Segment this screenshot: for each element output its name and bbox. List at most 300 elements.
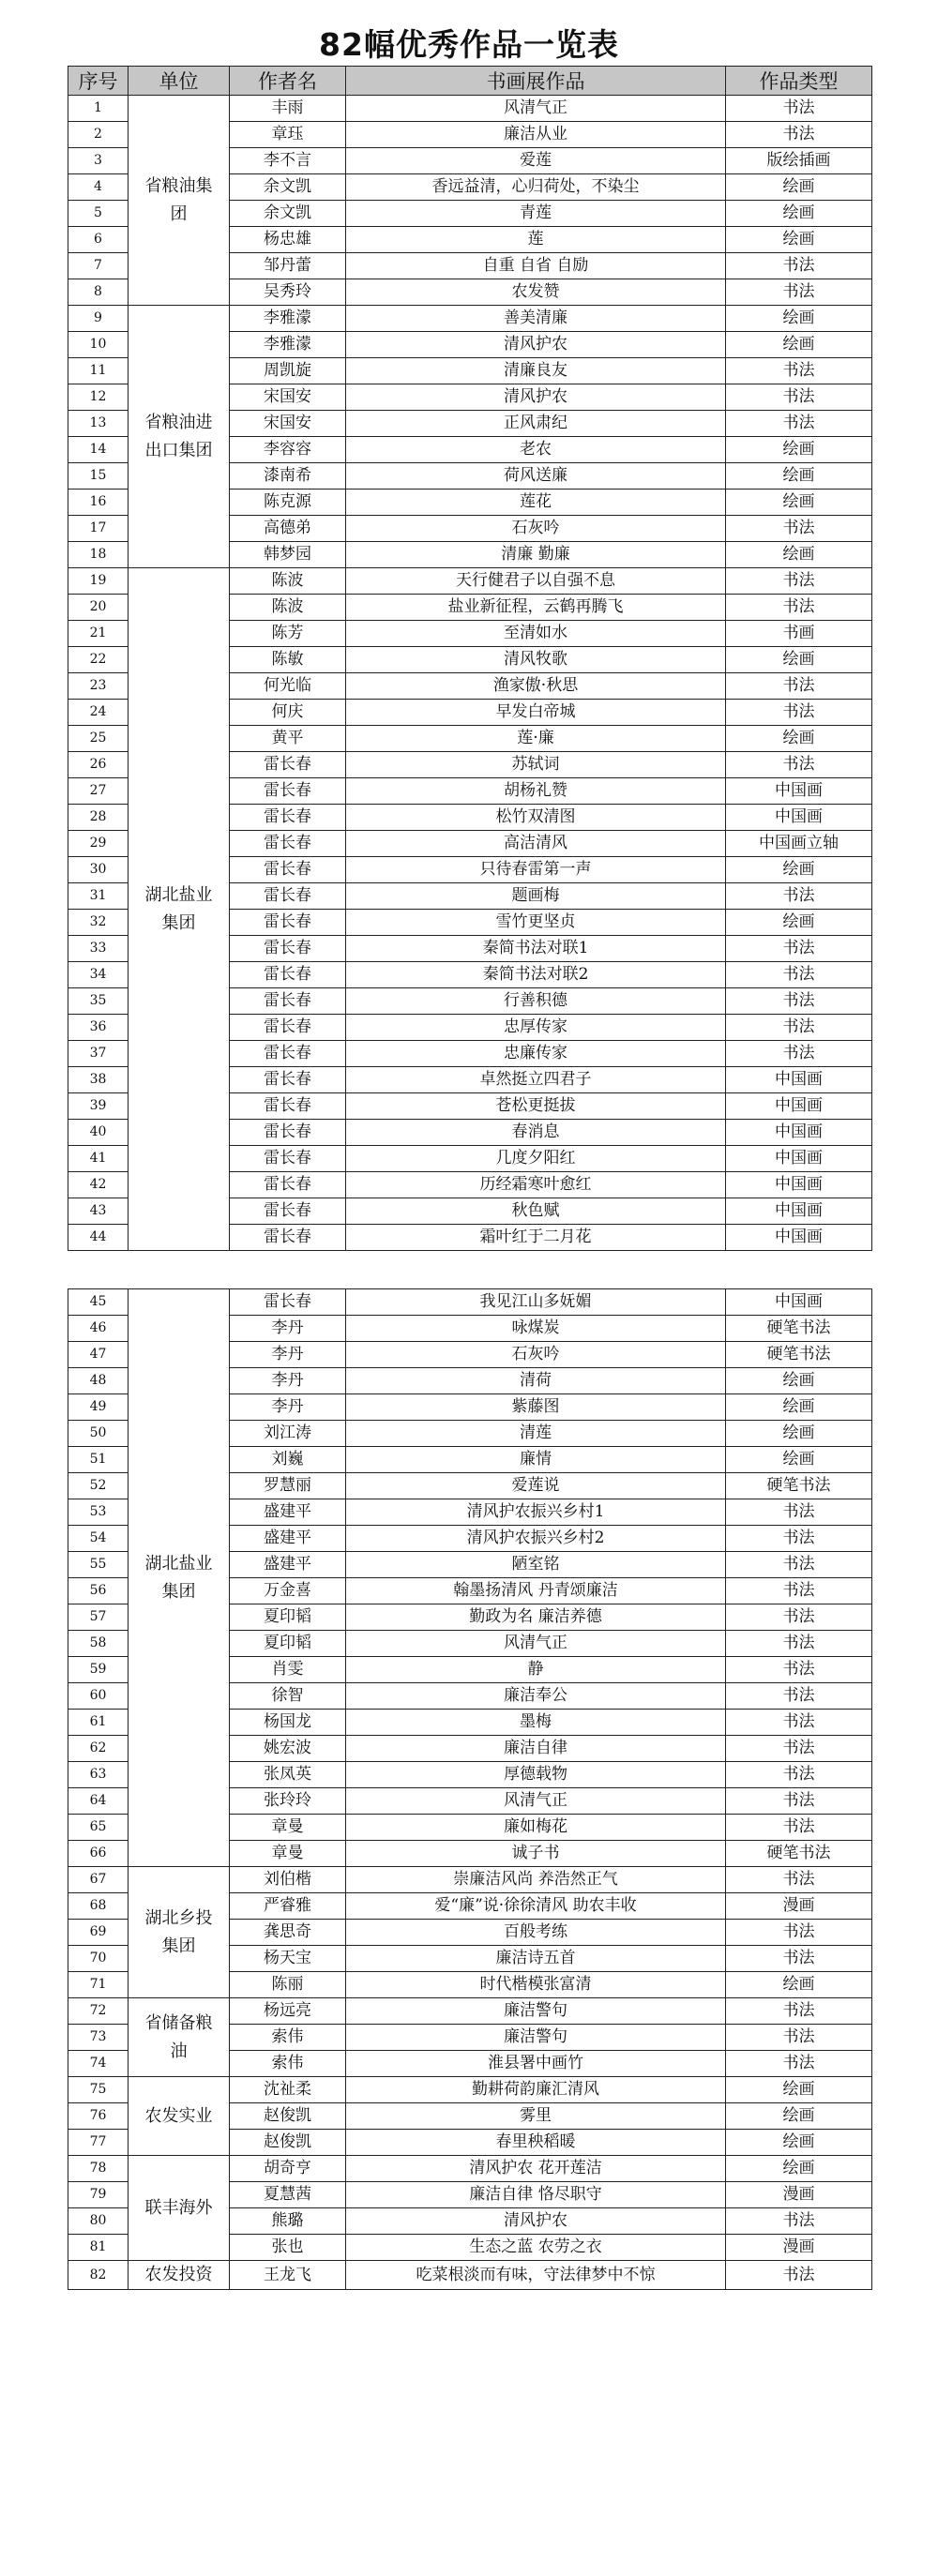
row-number: 35 bbox=[68, 988, 129, 1015]
row-number: 5 bbox=[68, 201, 129, 227]
row-number: 21 bbox=[68, 621, 129, 647]
work-type-cell: 书法 bbox=[726, 1683, 872, 1710]
work-title-cell: 清风护农 bbox=[346, 384, 726, 411]
row-number: 11 bbox=[68, 358, 129, 384]
work-title-cell: 香远益清，心归荷处，不染尘 bbox=[346, 174, 726, 201]
work-title-cell: 高洁清风 bbox=[346, 831, 726, 857]
row-number: 41 bbox=[68, 1146, 129, 1172]
work-type-cell: 绘画 bbox=[726, 542, 872, 568]
unit-cell: 省粮油集团 bbox=[129, 96, 230, 306]
row-number: 27 bbox=[68, 778, 129, 805]
row-number: 55 bbox=[68, 1552, 129, 1578]
work-title-cell: 莲·廉 bbox=[346, 726, 726, 752]
table-row bbox=[68, 2261, 872, 2290]
work-title-cell: 清风护农 花开莲洁 bbox=[346, 2156, 726, 2182]
works-table-part-1 bbox=[68, 66, 872, 1251]
author-cell: 雷长春 bbox=[230, 1067, 346, 1093]
work-type-cell: 书法 bbox=[726, 988, 872, 1015]
author-cell: 章曼 bbox=[230, 1815, 346, 1841]
row-number: 45 bbox=[68, 1289, 129, 1316]
work-type-cell: 中国画 bbox=[726, 1067, 872, 1093]
row-number: 8 bbox=[68, 279, 129, 306]
work-title-cell: 善美清廉 bbox=[346, 306, 726, 332]
author-cell: 雷长春 bbox=[230, 1172, 346, 1198]
work-type-cell: 书法 bbox=[726, 883, 872, 910]
work-type-cell: 漫画 bbox=[726, 2235, 872, 2261]
row-number: 47 bbox=[68, 1342, 129, 1368]
author-cell: 夏印韬 bbox=[230, 1631, 346, 1657]
row-number: 60 bbox=[68, 1683, 129, 1710]
work-title-cell: 苍松更挺拔 bbox=[346, 1093, 726, 1120]
unit-cell: 湖北盐业集团 bbox=[129, 568, 230, 1251]
work-type-cell: 书法 bbox=[726, 1710, 872, 1736]
work-title-cell: 卓然挺立四君子 bbox=[346, 1067, 726, 1093]
author-cell: 韩梦园 bbox=[230, 542, 346, 568]
row-number: 61 bbox=[68, 1710, 129, 1736]
work-type-cell: 书法 bbox=[726, 2208, 872, 2235]
work-type-cell: 书法 bbox=[726, 1946, 872, 1972]
author-cell: 雷长春 bbox=[230, 1041, 346, 1067]
work-title-cell: 陋室铭 bbox=[346, 1552, 726, 1578]
author-cell: 胡奇亨 bbox=[230, 2156, 346, 2182]
table-row bbox=[68, 2156, 872, 2182]
author-cell: 姚宏波 bbox=[230, 1736, 346, 1762]
work-title-cell: 爱莲 bbox=[346, 148, 726, 174]
author-cell: 李丹 bbox=[230, 1394, 346, 1421]
work-type-cell: 书法 bbox=[726, 1762, 872, 1788]
work-type-cell: 绘画 bbox=[726, 2130, 872, 2156]
work-title-cell: 青莲 bbox=[346, 201, 726, 227]
work-title-cell: 廉洁自律 bbox=[346, 1736, 726, 1762]
work-title-cell: 廉洁奉公 bbox=[346, 1683, 726, 1710]
row-number: 44 bbox=[68, 1225, 129, 1251]
row-number: 72 bbox=[68, 1998, 129, 2025]
work-type-cell: 书法 bbox=[726, 122, 872, 148]
row-number: 71 bbox=[68, 1972, 129, 1998]
work-type-cell: 绘画 bbox=[726, 490, 872, 516]
author-cell: 万金喜 bbox=[230, 1578, 346, 1604]
work-title-cell: 廉情 bbox=[346, 1447, 726, 1473]
work-type-cell: 绘画 bbox=[726, 437, 872, 463]
work-title-cell: 翰墨扬清风 丹青颂廉洁 bbox=[346, 1578, 726, 1604]
author-cell: 刘江涛 bbox=[230, 1421, 346, 1447]
author-cell: 徐智 bbox=[230, 1683, 346, 1710]
work-type-cell: 绘画 bbox=[726, 463, 872, 490]
row-number: 76 bbox=[68, 2103, 129, 2130]
work-type-cell: 书法 bbox=[726, 1631, 872, 1657]
row-number: 54 bbox=[68, 1526, 129, 1552]
row-number: 31 bbox=[68, 883, 129, 910]
author-cell: 雷长春 bbox=[230, 1146, 346, 1172]
work-title-cell: 静 bbox=[346, 1657, 726, 1683]
work-title-cell: 时代楷模张富清 bbox=[346, 1972, 726, 1998]
row-number: 29 bbox=[68, 831, 129, 857]
author-cell: 雷长春 bbox=[230, 936, 346, 962]
row-number: 58 bbox=[68, 1631, 129, 1657]
work-type-cell: 中国画立轴 bbox=[726, 831, 872, 857]
header-unit: 单位 bbox=[129, 67, 230, 96]
work-type-cell: 书法 bbox=[726, 2051, 872, 2077]
work-title-cell: 老农 bbox=[346, 437, 726, 463]
row-number: 38 bbox=[68, 1067, 129, 1093]
header-no: 序号 bbox=[68, 67, 129, 96]
row-number: 17 bbox=[68, 516, 129, 542]
author-cell: 雷长春 bbox=[230, 1225, 346, 1251]
row-number: 51 bbox=[68, 1447, 129, 1473]
author-cell: 张凤英 bbox=[230, 1762, 346, 1788]
work-title-cell: 秦简书法对联1 bbox=[346, 936, 726, 962]
author-cell: 龚思奇 bbox=[230, 1920, 346, 1946]
work-type-cell: 中国画 bbox=[726, 1225, 872, 1251]
row-number: 78 bbox=[68, 2156, 129, 2182]
work-type-cell: 书法 bbox=[726, 568, 872, 595]
row-number: 24 bbox=[68, 700, 129, 726]
work-title-cell: 松竹双清图 bbox=[346, 805, 726, 831]
author-cell: 何庆 bbox=[230, 700, 346, 726]
row-number: 7 bbox=[68, 253, 129, 279]
row-number: 77 bbox=[68, 2130, 129, 2156]
work-type-cell: 中国画 bbox=[726, 1289, 872, 1316]
row-number: 64 bbox=[68, 1788, 129, 1815]
work-type-cell: 书法 bbox=[726, 1604, 872, 1631]
table-row bbox=[68, 2077, 872, 2103]
table-row bbox=[68, 1867, 872, 1893]
author-cell: 罗慧丽 bbox=[230, 1473, 346, 1499]
work-type-cell: 绘画 bbox=[726, 306, 872, 332]
work-type-cell: 版绘插画 bbox=[726, 148, 872, 174]
work-title-cell: 荷风送廉 bbox=[346, 463, 726, 490]
work-type-cell: 书法 bbox=[726, 752, 872, 778]
unit-cell: 湖北乡投集团 bbox=[129, 1867, 230, 1998]
work-title-cell: 我见江山多妩媚 bbox=[346, 1289, 726, 1316]
work-title-cell: 自重 自省 自励 bbox=[346, 253, 726, 279]
work-type-cell: 书法 bbox=[726, 1998, 872, 2025]
author-cell: 陈克源 bbox=[230, 490, 346, 516]
work-title-cell: 吃菜根淡而有味，守法律梦中不惊 bbox=[346, 2261, 726, 2290]
work-title-cell: 正风肃纪 bbox=[346, 411, 726, 437]
work-title-cell: 淮县署中画竹 bbox=[346, 2051, 726, 2077]
work-type-cell: 绘画 bbox=[726, 2156, 872, 2182]
work-title-cell: 百般考练 bbox=[346, 1920, 726, 1946]
author-cell: 章曼 bbox=[230, 1841, 346, 1867]
author-cell: 漆南希 bbox=[230, 463, 346, 490]
author-cell: 雷长春 bbox=[230, 988, 346, 1015]
row-number: 26 bbox=[68, 752, 129, 778]
work-title-cell: 苏轼词 bbox=[346, 752, 726, 778]
work-title-cell: 清莲 bbox=[346, 1421, 726, 1447]
author-cell: 夏慧茜 bbox=[230, 2182, 346, 2208]
work-title-cell: 廉洁自律 恪尽职守 bbox=[346, 2182, 726, 2208]
row-number: 23 bbox=[68, 673, 129, 700]
row-number: 82 bbox=[68, 2261, 129, 2290]
work-title-cell: 紫藤图 bbox=[346, 1394, 726, 1421]
work-title-cell: 霜叶红于二月花 bbox=[346, 1225, 726, 1251]
row-number: 70 bbox=[68, 1946, 129, 1972]
work-title-cell: 咏煤炭 bbox=[346, 1316, 726, 1342]
work-type-cell: 中国画 bbox=[726, 1172, 872, 1198]
unit-cell: 省储备粮油 bbox=[129, 1998, 230, 2077]
work-type-cell: 书法 bbox=[726, 516, 872, 542]
row-number: 33 bbox=[68, 936, 129, 962]
work-type-cell: 书法 bbox=[726, 279, 872, 306]
work-title-cell: 忠廉传家 bbox=[346, 1041, 726, 1067]
work-type-cell: 书法 bbox=[726, 358, 872, 384]
row-number: 15 bbox=[68, 463, 129, 490]
work-title-cell: 题画梅 bbox=[346, 883, 726, 910]
row-number: 3 bbox=[68, 148, 129, 174]
row-number: 28 bbox=[68, 805, 129, 831]
work-title-cell: 清廉 勤廉 bbox=[346, 542, 726, 568]
row-number: 4 bbox=[68, 174, 129, 201]
work-title-cell: 廉洁警句 bbox=[346, 2025, 726, 2051]
work-title-cell: 风清气正 bbox=[346, 96, 726, 122]
row-number: 50 bbox=[68, 1421, 129, 1447]
work-type-cell: 硬笔书法 bbox=[726, 1841, 872, 1867]
row-number: 75 bbox=[68, 2077, 129, 2103]
work-type-cell: 书法 bbox=[726, 1578, 872, 1604]
work-title-cell: 廉如梅花 bbox=[346, 1815, 726, 1841]
author-cell: 索伟 bbox=[230, 2025, 346, 2051]
work-type-cell: 书法 bbox=[726, 1736, 872, 1762]
author-cell: 雷长春 bbox=[230, 910, 346, 936]
work-type-cell: 绘画 bbox=[726, 174, 872, 201]
work-title-cell: 清荷 bbox=[346, 1368, 726, 1394]
row-number: 2 bbox=[68, 122, 129, 148]
work-title-cell: 廉洁从业 bbox=[346, 122, 726, 148]
author-cell: 丰雨 bbox=[230, 96, 346, 122]
row-number: 16 bbox=[68, 490, 129, 516]
work-title-cell: 廉洁警句 bbox=[346, 1998, 726, 2025]
author-cell: 盛建平 bbox=[230, 1499, 346, 1526]
work-title-cell: 忠厚传家 bbox=[346, 1015, 726, 1041]
author-cell: 雷长春 bbox=[230, 1289, 346, 1316]
work-type-cell: 绘画 bbox=[726, 1447, 872, 1473]
row-number: 13 bbox=[68, 411, 129, 437]
row-number: 22 bbox=[68, 647, 129, 673]
work-title-cell: 爱“廉”说·徐徐清风 助农丰收 bbox=[346, 1893, 726, 1920]
author-cell: 沈祉柔 bbox=[230, 2077, 346, 2103]
work-title-cell: 几度夕阳红 bbox=[346, 1146, 726, 1172]
author-cell: 余文凯 bbox=[230, 174, 346, 201]
work-type-cell: 绘画 bbox=[726, 910, 872, 936]
unit-cell: 省粮油进出口集团 bbox=[129, 306, 230, 568]
work-type-cell: 书法 bbox=[726, 936, 872, 962]
work-type-cell: 书法 bbox=[726, 2025, 872, 2051]
row-number: 43 bbox=[68, 1198, 129, 1225]
work-title-cell: 廉洁诗五首 bbox=[346, 1946, 726, 1972]
author-cell: 雷长春 bbox=[230, 857, 346, 883]
work-type-cell: 绘画 bbox=[726, 1394, 872, 1421]
row-number: 25 bbox=[68, 726, 129, 752]
work-title-cell: 雾里 bbox=[346, 2103, 726, 2130]
row-number: 69 bbox=[68, 1920, 129, 1946]
work-type-cell: 书法 bbox=[726, 1015, 872, 1041]
table-row bbox=[68, 1998, 872, 2025]
work-title-cell: 勤政为名 廉洁养德 bbox=[346, 1604, 726, 1631]
work-title-cell: 天行健君子以自强不息 bbox=[346, 568, 726, 595]
work-type-cell: 绘画 bbox=[726, 1368, 872, 1394]
work-title-cell: 清廉良友 bbox=[346, 358, 726, 384]
work-title-cell: 石灰吟 bbox=[346, 1342, 726, 1368]
author-cell: 王龙飞 bbox=[230, 2261, 346, 2290]
work-title-cell: 风清气正 bbox=[346, 1788, 726, 1815]
work-title-cell: 清风护农 bbox=[346, 2208, 726, 2235]
work-title-cell: 爱莲说 bbox=[346, 1473, 726, 1499]
author-cell: 高德弟 bbox=[230, 516, 346, 542]
work-title-cell: 农发赞 bbox=[346, 279, 726, 306]
author-cell: 李雅濛 bbox=[230, 306, 346, 332]
work-title-cell: 莲花 bbox=[346, 490, 726, 516]
author-cell: 陈丽 bbox=[230, 1972, 346, 1998]
author-cell: 周凯旋 bbox=[230, 358, 346, 384]
work-type-cell: 书法 bbox=[726, 96, 872, 122]
author-cell: 李雅濛 bbox=[230, 332, 346, 358]
work-type-cell: 书法 bbox=[726, 1788, 872, 1815]
work-type-cell: 绘画 bbox=[726, 201, 872, 227]
work-title-cell: 清风护农 bbox=[346, 332, 726, 358]
author-cell: 陈波 bbox=[230, 595, 346, 621]
work-type-cell: 绘画 bbox=[726, 332, 872, 358]
work-title-cell: 诚子书 bbox=[346, 1841, 726, 1867]
work-title-cell: 风清气正 bbox=[346, 1631, 726, 1657]
header-author: 作者名 bbox=[230, 67, 346, 96]
work-title-cell: 厚德载物 bbox=[346, 1762, 726, 1788]
author-cell: 雷长春 bbox=[230, 962, 346, 988]
author-cell: 索伟 bbox=[230, 2051, 346, 2077]
work-type-cell: 中国画 bbox=[726, 1198, 872, 1225]
author-cell: 雷长春 bbox=[230, 1120, 346, 1146]
work-title-cell: 秦简书法对联2 bbox=[346, 962, 726, 988]
row-number: 42 bbox=[68, 1172, 129, 1198]
row-number: 39 bbox=[68, 1093, 129, 1120]
work-type-cell: 绘画 bbox=[726, 1972, 872, 1998]
row-number: 1 bbox=[68, 96, 129, 122]
author-cell: 杨天宝 bbox=[230, 1946, 346, 1972]
table-row bbox=[68, 96, 872, 122]
author-cell: 刘巍 bbox=[230, 1447, 346, 1473]
work-type-cell: 绘画 bbox=[726, 2077, 872, 2103]
work-type-cell: 硬笔书法 bbox=[726, 1473, 872, 1499]
author-cell: 赵俊凯 bbox=[230, 2130, 346, 2156]
work-title-cell: 秋色赋 bbox=[346, 1198, 726, 1225]
author-cell: 黄平 bbox=[230, 726, 346, 752]
work-type-cell: 漫画 bbox=[726, 1893, 872, 1920]
author-cell: 熊璐 bbox=[230, 2208, 346, 2235]
work-type-cell: 漫画 bbox=[726, 2182, 872, 2208]
unit-cell: 联丰海外 bbox=[129, 2156, 230, 2261]
unit-cell: 农发实业 bbox=[129, 2077, 230, 2156]
work-type-cell: 书法 bbox=[726, 1041, 872, 1067]
row-number: 65 bbox=[68, 1815, 129, 1841]
row-number: 36 bbox=[68, 1015, 129, 1041]
work-title-cell: 清风护农振兴乡村1 bbox=[346, 1499, 726, 1526]
author-cell: 雷长春 bbox=[230, 1198, 346, 1225]
author-cell: 雷长春 bbox=[230, 752, 346, 778]
row-number: 49 bbox=[68, 1394, 129, 1421]
work-title-cell: 石灰吟 bbox=[346, 516, 726, 542]
work-type-cell: 书法 bbox=[726, 673, 872, 700]
table-header-row bbox=[68, 67, 872, 96]
row-number: 12 bbox=[68, 384, 129, 411]
row-number: 19 bbox=[68, 568, 129, 595]
author-cell: 李容容 bbox=[230, 437, 346, 463]
table-row bbox=[68, 306, 872, 332]
work-title-cell: 崇廉洁风尚 养浩然正气 bbox=[346, 1867, 726, 1893]
author-cell: 杨忠雄 bbox=[230, 227, 346, 253]
work-title-cell: 清风牧歌 bbox=[346, 647, 726, 673]
work-title-cell: 勤耕荷韵廉汇清风 bbox=[346, 2077, 726, 2103]
row-number: 18 bbox=[68, 542, 129, 568]
author-cell: 吴秀玲 bbox=[230, 279, 346, 306]
work-type-cell: 绘画 bbox=[726, 2103, 872, 2130]
author-cell: 何光临 bbox=[230, 673, 346, 700]
row-number: 67 bbox=[68, 1867, 129, 1893]
work-title-cell: 墨梅 bbox=[346, 1710, 726, 1736]
author-cell: 陈波 bbox=[230, 568, 346, 595]
row-number: 79 bbox=[68, 2182, 129, 2208]
author-cell: 陈敏 bbox=[230, 647, 346, 673]
work-type-cell: 书法 bbox=[726, 2261, 872, 2290]
author-cell: 李丹 bbox=[230, 1316, 346, 1342]
work-type-cell: 书法 bbox=[726, 411, 872, 437]
author-cell: 张玲玲 bbox=[230, 1788, 346, 1815]
work-type-cell: 中国画 bbox=[726, 1146, 872, 1172]
row-number: 32 bbox=[68, 910, 129, 936]
author-cell: 陈芳 bbox=[230, 621, 346, 647]
work-title-cell: 莲 bbox=[346, 227, 726, 253]
row-number: 52 bbox=[68, 1473, 129, 1499]
work-title-cell: 生态之蓝 农劳之衣 bbox=[346, 2235, 726, 2261]
work-title-cell: 春消息 bbox=[346, 1120, 726, 1146]
header-work: 书画展作品 bbox=[346, 67, 726, 96]
work-type-cell: 绘画 bbox=[726, 726, 872, 752]
author-cell: 盛建平 bbox=[230, 1526, 346, 1552]
work-title-cell: 清风护农振兴乡村2 bbox=[346, 1526, 726, 1552]
row-number: 46 bbox=[68, 1316, 129, 1342]
work-type-cell: 书法 bbox=[726, 700, 872, 726]
work-type-cell: 书法 bbox=[726, 1920, 872, 1946]
row-number: 74 bbox=[68, 2051, 129, 2077]
author-cell: 雷长春 bbox=[230, 778, 346, 805]
work-title-cell: 早发白帝城 bbox=[346, 700, 726, 726]
row-number: 6 bbox=[68, 227, 129, 253]
row-number: 34 bbox=[68, 962, 129, 988]
work-title-cell: 渔家傲·秋思 bbox=[346, 673, 726, 700]
author-cell: 肖雯 bbox=[230, 1657, 346, 1683]
work-title-cell: 只待春雷第一声 bbox=[346, 857, 726, 883]
work-title-cell: 行善积德 bbox=[346, 988, 726, 1015]
work-type-cell: 绘画 bbox=[726, 857, 872, 883]
author-cell: 刘伯楷 bbox=[230, 1867, 346, 1893]
unit-cell: 湖北盐业集团 bbox=[129, 1289, 230, 1867]
row-number: 59 bbox=[68, 1657, 129, 1683]
works-table-part-2 bbox=[68, 1288, 872, 2290]
row-number: 20 bbox=[68, 595, 129, 621]
row-number: 63 bbox=[68, 1762, 129, 1788]
work-type-cell: 书法 bbox=[726, 1499, 872, 1526]
work-type-cell: 绘画 bbox=[726, 647, 872, 673]
author-cell: 夏印韬 bbox=[230, 1604, 346, 1631]
work-type-cell: 中国画 bbox=[726, 1120, 872, 1146]
unit-cell: 农发投资 bbox=[129, 2261, 230, 2290]
row-number: 66 bbox=[68, 1841, 129, 1867]
author-cell: 张也 bbox=[230, 2235, 346, 2261]
row-number: 14 bbox=[68, 437, 129, 463]
work-type-cell: 中国画 bbox=[726, 805, 872, 831]
row-number: 48 bbox=[68, 1368, 129, 1394]
author-cell: 严睿雅 bbox=[230, 1893, 346, 1920]
work-type-cell: 书法 bbox=[726, 1815, 872, 1841]
